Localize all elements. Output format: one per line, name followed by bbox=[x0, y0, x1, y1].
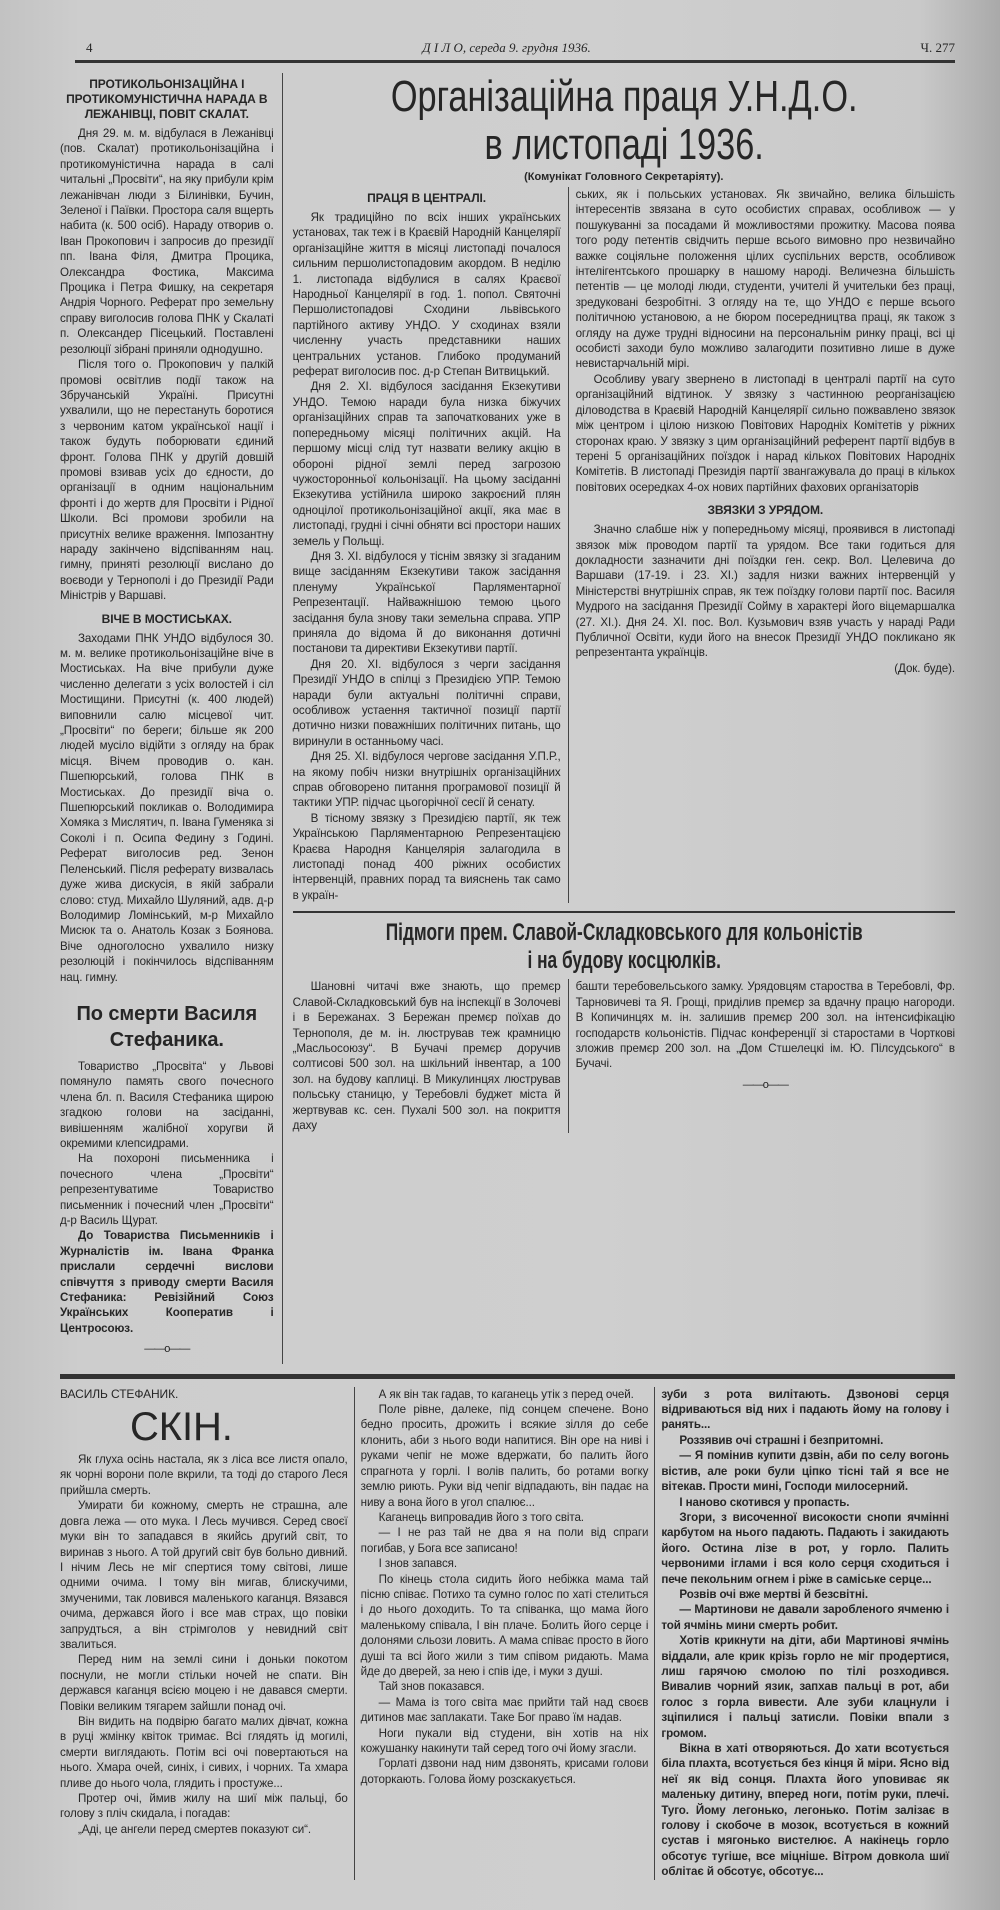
section-heading: ПРАЦЯ В ЦЕНТРАЛІ. bbox=[367, 191, 487, 205]
paragraph: Дня 2. XI. відбулося засідання Екзекутиви УНДО. Темою наради була низка біжучих організаційних справ та започаткованих уже в попередньому місяці політичних акцій. На першому місці слід тут назвати велику акцію в обороні рідної землі перед загрозою чужосторонньої кольонізації. На цьому засіданні Екзекутива устійнила широко закроєний плян одноцілої протикольонізаційної акції, яка має в листопаді, грудні і січні обняти всі простори наших земель у Польщі. bbox=[292, 380, 561, 548]
upper-section bbox=[60, 73, 955, 1364]
section-heading: ЗВЯЗКИ З УРЯДОМ. bbox=[707, 503, 824, 518]
paragraph: Поле рівне, далеке, під сонцем спечене. Воно бедно просить, дрожить і всякие зілля до себе клонить, аби з нього води напитися. Він оре на ниві і руками чепіг не може вдержати, бо палить його спрагнота у горлі. І волів палить, бо ротами вогку землю риють. Руки від чепіг відпадають, він падає на ниву а вона його в угол спалює... bbox=[360, 1403, 649, 1509]
main-headline-line-2: в листопаді 1936. bbox=[484, 120, 764, 169]
paragraph: Роззявив очі страшні і безпритомні. bbox=[679, 1433, 884, 1447]
page-header bbox=[60, 40, 955, 58]
section-rule-heavy bbox=[60, 1374, 955, 1379]
left-column bbox=[60, 73, 283, 1364]
paragraph: Хотів крикнути на діти, аби Мартинові ячмінь віддали, але крик крізь горло не міг продертися, лиш гарячою смолою по тілі розходився. Вивалив чорний язик, запхав пальці в рот, аби голос з горла вивести. Але зуби клацнули і зціпилися і пальці затисли. Повіки впали з громом. bbox=[661, 1634, 950, 1740]
paragraph: Він видить на подвірю багато малих дівчат, кожна в руці жмінку квіток тримає. Всі глядять ід могилі, смерти виглядають. Потім всі очі повертаються на нього. Хмара очей, синіх, і сивих, і чорних. Та хмара пливе до нього чола, глядить і простуже... bbox=[60, 1714, 348, 1790]
masthead: Д І Л О, середа 9. грудня 1936. bbox=[422, 40, 591, 55]
paragraph: Вікна в хаті отворяються. До хати всотується біла плахта, всотується без кінця й міри. Ясно від неї як від сонця. Плахта його уповиває як маленьку дитину, вперед ноги, потім руки, плечі. Туго. Йому легонько, легонько. Потім залізає в голову і скобоче в мозок, всотується в кожний сустав і мягонько вистелює. А накінець горло обсотує тугіше, все міцніше. Вітром довкола шиї облітає й обсотує, обсотує... bbox=[661, 1742, 950, 1879]
subsidies-column-2 bbox=[569, 979, 955, 1133]
paragraph: зуби з рота вилітають. Дзвонові серця відриваються від них і падають йому на голову і ранять... bbox=[661, 1387, 950, 1432]
paragraph: Значно слабше ніж у попередньому місяці, проявився в листопаді звязок між проводом партії та урядом. Все таки годиться для докладности зазначити дні поїздки ген. секр. Вол. Целевича до Варшави (17-19. і 23. XI.) задля низки важних інтервенцій у Міністерстві внутрішніх справ, як теж поїздку голови партії пос. Василя Мудрого на засідання Президії Сойму в характері його віцемаршалка (27. XI.). Дня 24. XI. пос. Вол. Кузьмович взяв участь у нараді Ради Публичної Освіти, куди його на внесок Президії УНДО покликано як репрезентанта українців. bbox=[575, 523, 955, 660]
paragraph: — Мартинови не давали заробленого ячменю і той ячмінь мини смерть робит. bbox=[661, 1603, 950, 1632]
paragraph: Як глуха осінь настала, як з ліса все листя опало, як чорні ворони поле вкрили, та тоді до старого Леся прийшла смерть. bbox=[60, 1453, 348, 1497]
paragraph: Перед ним на землі сини і доньки покотом поснули, не могли стільки ночей не спати. Він держався каганця всією моцею і не давався смерти. Повіки великим тягарем зайшли понад очі. bbox=[60, 1653, 348, 1713]
subtitle: (Комунікат Головного Секретаріяту). bbox=[524, 171, 724, 183]
story-title: СКІН. bbox=[130, 1405, 233, 1450]
subsidies-headline bbox=[293, 919, 955, 975]
story-column-3 bbox=[654, 1387, 955, 1880]
continued-note: (Док. буде). bbox=[894, 661, 955, 675]
article-headline: ВІЧЕ В МОСТИСЬКАХ. bbox=[101, 611, 232, 626]
paragraph: На похороні письменника і почесного члена „Просвіти“ репрезентуватиме Товариство письменник і почесний член „Просвіти“ д-р Василь Щурат. bbox=[60, 1152, 274, 1227]
paragraph: — І не раз тай не два я на поли від спраги погибав, у Бога все записано! bbox=[360, 1526, 649, 1555]
separator: ——o—— bbox=[144, 1343, 190, 1356]
story-column-1 bbox=[60, 1387, 354, 1880]
header-rule bbox=[75, 60, 955, 63]
article-headline: ПРОТИКОЛЬОНІЗАЦІЙНА І ПРОТИКОМУНІСТИЧНА НАРАДА В ЛЕЖАНІВЦІ, ПОВІТ СКАЛАТ. bbox=[66, 77, 268, 121]
subsidies-headline-line-1: Підмоги прем. Славой-Складковського для кольоністів bbox=[385, 919, 863, 947]
section-rule bbox=[293, 911, 955, 913]
paragraph: Розвів очі вже мертві й безсвітні. bbox=[679, 1587, 869, 1601]
page-number: 4 bbox=[86, 40, 93, 55]
paragraph: І наново скотився у пропасть. bbox=[679, 1495, 850, 1509]
paragraph: Умирати би кожному, смерть не страшна, але довга лежа — ото мука. І Лесь мучився. Серед своєї муки він то западався в якийсь другий світ, то виринав з нього. А той другий світ був больно дивний. І нічим Лесь не міг спертися тому світові, лише одними очима. І тому він мигав, блискучими, змученими, так ловився маленького каганця. Вязався очима, держався його і все мав страх, що повіки запрудться, а він стрімголов у невидний світ звалиться. bbox=[60, 1499, 348, 1651]
paragraph: — Мама із того світа має прийти тай над своєв дитинов має заплакати. Таке Бог право їм надав. bbox=[360, 1695, 649, 1725]
paragraph: „Аді, це ангели перед смертев показуют си“. bbox=[78, 1822, 312, 1836]
undo-columns bbox=[293, 187, 955, 903]
paragraph: Згори, з височенної високости снопи ячмінні карбутом на нього падають. Падають і закидають його. Остина лізе в рот, у горло. Палить червоними іглами і вся коло серця сходиться і пече пекольним огнем і ріже в саміське серце... bbox=[661, 1510, 950, 1586]
story-columns bbox=[60, 1387, 955, 1880]
paragraph: Шановні читачі вже знають, що премєр Славой-Складковський був на інспекції в Золочеві і в Бережанах. З Бережан премєр поїхав до Тернополя, де м. ін. люстрував теж крамницю „Масльосоюзу“. В Бучачі премєр доручив солтисові 500 зол. на шкільний інвентар, а 100 зол. на будову каплиці. В Микулинцях люстрував польську станицю, у Теребовлі буджет міста й жертвував кс. сен. Пухалі 500 зол. на покриття даху bbox=[292, 980, 561, 1132]
paragraph: В тісному звязку з Президією партії, як теж Українською Парляментарною Репрезентацією Краєва Народня Канцелярія залагодила в листопаді понад 400 ріжних особистих інтервенцій, правних порад та вияснень так само в україн- bbox=[292, 811, 561, 902]
paragraph: Ноги пукали від студени, він хотів на ніх кожушанку накинути тай серед того очі йому згасли. bbox=[360, 1726, 649, 1755]
main-headline-line-1: Організаційна праця У.Н.Д.О. bbox=[390, 72, 858, 121]
paragraph: Протер очі, ймив жилу на шиї між пальці, бо голову з пліч скидала, і погадав: bbox=[60, 1792, 348, 1821]
story-author: ВАСИЛЬ СТЕФАНИК. bbox=[60, 1386, 179, 1401]
paragraph: Як традиційно по всіх інших українських установах, так теж і в Краєвій Народній Канцелярії організаційне життя в місяці листопаді почалося сильним першолистопадовим акордом. В неділю 1. листопада відбулися в салях Краєвої Народньої Канцелярії в год. 1. попол. Святочні Першолистопадові Сходини львівського партійного активу УНДО. У сходинах взяли численну участь представники наших центральних установ. Глибоко продуманий реферат виголосив пос. д-р Степан Витвицький. bbox=[292, 211, 561, 379]
subsidies-columns bbox=[293, 979, 955, 1133]
paragraph: Товариство „Просвіта“ у Львові помянуло память свого почесного члена бл. п. Василя Стефаника щирою згадкою голови на засіданні, вивішенням жалібної хоругви й окремими клепсидрами. bbox=[60, 1059, 274, 1150]
story-column-2 bbox=[354, 1387, 655, 1880]
paragraph: Після того о. Прокопович у палкій промові освітлив події також на Збручанській Україні. Присутні ухвалили, що не перестануть боротися з червоним катом української нації і також будуть поборювати єдиний фронт. Голова ПНК у другій довшій промові взивав усіх до єдности, до організації в одним національним фронті і до жертв для Просвіти і Рідної Школи. Всі промови зробили на присутніх велике враження. Імпозантну нараду закінчено відспіванням нац. гимну, приняті резолюції вислано до воєводи у Тернополі і до Президії Ради Міністрів у Варшаві. bbox=[60, 358, 274, 603]
subsidies-column-1 bbox=[293, 979, 569, 1133]
paragraph: Дня 25. XI. відбулося чергове засідання У.П.Р., на якому побіч низки внутрішніх організаційних справ обговорено питання програмової позиції й тактики УПР. підчас цьогорічної сесії й сенату. bbox=[292, 750, 561, 810]
right-block bbox=[283, 73, 955, 1364]
paragraph: башти теребовельського замку. Урядовцям староства в Теребовлі, Фр. Тарновичеві та Я. Грощі, приділив премєр за вдачну працю нагороди. В Копичинцях м. ін. залишив премєр 200 зол. на інтенсифікацію господарств кольоністів. Підчас конференції зі старостами в Чорткові зложив премєр 200 зол. на „Дом Стшелецкі ім. Ю. Пілсудського“ в Бучачі. bbox=[575, 980, 955, 1071]
undo-column-2 bbox=[569, 187, 955, 903]
paragraph: До Товариства Письменників і Журналістів ім. Івана Франка прислали сердечні вислови співчуття з приводу смерти Василя Стефаника: Ревізійний Союз Українських Кооператив і Центросоюз. bbox=[60, 1229, 274, 1335]
paragraph: І знов запався. bbox=[378, 1557, 457, 1571]
subsidies-headline-line-2: і на будову косцюлків. bbox=[527, 947, 721, 975]
paragraph: — Я помінив купити дзвін, аби по селу вогонь вістив, але роки були ціпко тісні тай я все не вітекав. Прости мині, Господи милосерний. bbox=[661, 1449, 950, 1494]
paragraph: Заходами ПНК УНДО відбулося 30. м. м. велике протикольонізаційне віче в Мостиськах. На віче прибули дуже численно делегати з усіх волостей і сіл Мостищини. Присутні (к. 400 людей) виповнили салю місцевої чит. „Просвіти“ по береги; більше як 200 людей мусіло відійти з огляду на брак місця. Вічем проводив о. кан. Пшепюрський, голова ПНК в Мостиськах. До президії віча о. Пшепюрський покликав о. Володимира Хомяка з Мислятич, п. Івана Гуменяка зі Соколі і п. Осипа Федину з Годині. Реферат виголосив ред. Зенон Пеленський. Після реферату визвалась дуже жива дискусія, в якій забрали слово: студ. Михайло Шуляний, адв. д-р Володимир Ломінський, м-р Михайло Мисюк та о. Анатоль Козак з Боянова. Віче одноголосно ухвалило низку резолюцій і покінчилось відспіванням нац. гимну. bbox=[60, 631, 274, 984]
article-headline: По смерти Василя Стефаника. bbox=[76, 1002, 258, 1051]
issue-number: Ч. 277 bbox=[920, 40, 955, 55]
paragraph: По кінець стола сидить його небіжка мама тай пісню співає. Потихо та сумно голос по хаті стелиться і до нього доходить. То та співанка, що мама його маленькому співала, І він плаче. Болить його серце і долонями сльози ловить. А мама співає просто в його душі та всі його жили з тим співом ридають. Мама йде до дверей, за нею і спів іде, і муки з душі. bbox=[360, 1572, 649, 1678]
paragraph: Тай знов показався. bbox=[378, 1680, 485, 1694]
paragraph: Дня 20. XI. відбулося з черги засідання Президії УНДО в спілці з Президією УПР. Темою наради були актуальні політичні справи, особливож устаення тактичної позиції партії дотично низки поважніших політичних питань, що виринули в останньому часі. bbox=[292, 657, 561, 748]
undo-column-1 bbox=[293, 187, 569, 903]
paragraph: Горлаті дзвони над ним дзвонять, крисами голови доторкають. Голова йому розскакується. bbox=[360, 1757, 649, 1786]
paragraph: Дня 29. м. м. відбулася в Лежанівці (пов. Скалат) протикольонізаційна і протикомуністична нарада в салі читальні „Просвіти“, на яку прибули крім лежанівчан люди з Білинівки, Бучин, Зеленої і Паївки. Простора саля вщерть набита (к. 500 осіб). Нараду отворив о. Іван Прокопович і запросив до президії пп. Івана Філя, Дмитра Процика, Олександра Фостика, Максима Процика і Петра Фишку, на секретаря Андрія Чорного. Реферат про земельну справу виголосив голова ПНК у Скалаті п. Олександер Пісецький. Поставлені резолюції зібрані приняли однодушно. bbox=[60, 127, 274, 356]
paragraph: Каганець випровадив його з того світа. bbox=[378, 1510, 584, 1524]
separator: ——o—— bbox=[742, 1078, 788, 1091]
paragraph: Дня 3. XI. відбулося у тіснім звязку зі згаданим вище засіданням Екзекутиви також засідання пленуму Української Парляментарної Репрезентації. Найважнішою темою цього засідання була знову таки земельна справа. УПР приняла до відома й до виконання дотичні постанови та директиви Екзекутиви партії. bbox=[292, 549, 561, 656]
paragraph: Особливу увагу звернено в листопаді в централі партії на суто організаційний відтинок. У звязку з частинною реорганізацією діловодства в Краєвій Народній Канцелярії сильно пожвавлено звязок між центром і цілою низкою Повітових Народніх Комітетів у ріжних сторонах краю. У звязку з цим організаційний референт партії відбув в терені 5 організаційних поїздок і нарад кількох Повітових Народніх Комітетів. В листопаді Президія партії звангажувала до праці в кількох повітових осередках 4-ох нових партійних фахових організаторів bbox=[575, 372, 955, 494]
paragraph: ських, як і польських установах. Як звичайно, велика більшість інтересентів звязана в суто особистих справах, особливож — у пошукуванні за посадами й можливостями прожитку. Масова поява того роду петентів свідчить перше всього вимовно про незвичайно важке соціяльне положення цілих суспільних верств, особливож інтелігентського прошарку в нашому народі. Величезна більшість петентів — це молоді люди, студенти, учителі й учительки без праці, зредуковані безробітні. З огляду на те, що УНДО є перше всього політичною установою, а не бюром посередництва праці, як також з огляду на дуже трудні відносини на персональнім ринку праці, всі ці особисті заходи було можливо залагодити позитивно лише в дуже невистарчальній мірі. bbox=[575, 188, 955, 371]
paragraph: А як він так гадав, то каганець утік з перед очей. bbox=[378, 1387, 634, 1401]
